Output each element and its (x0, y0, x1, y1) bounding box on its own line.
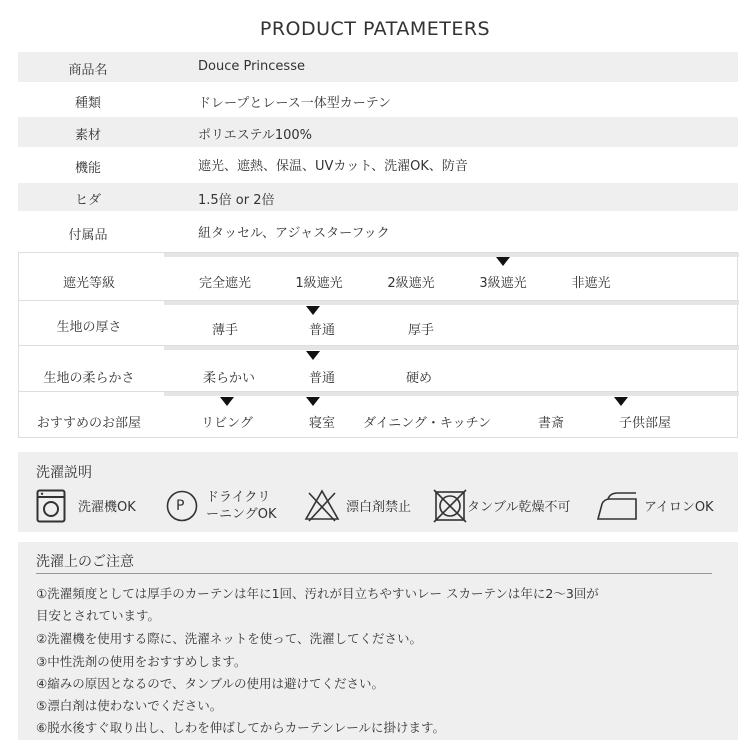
scale-option: 普通 (308, 323, 336, 338)
selected-marker-icon (306, 397, 320, 406)
scale-option: ダイニング・キッチン (362, 416, 492, 431)
selected-marker-icon (220, 397, 234, 406)
scale-label: 遮光等級 (62, 276, 115, 291)
note-line: ④縮みの原因となるので、タンブルの使用は避けてください。 (36, 676, 384, 691)
param-value: 1.5倍 or 2倍 (198, 193, 275, 208)
scale-option: 普通 (308, 371, 336, 386)
param-label: ヒダ (74, 193, 101, 208)
note-line: ⑥脱水後すぐ取り出し、しわを伸ばしてからカーテンレールに掛けます。 (36, 720, 446, 735)
scale-option: 柔らかい (202, 371, 256, 386)
param-label: 種類 (74, 96, 101, 111)
param-label: 商品名 (68, 63, 108, 78)
scale-label: おすすめのお部屋 (36, 416, 142, 431)
param-value: Douce Princesse (198, 59, 305, 74)
note-line: 目安とされています。 (36, 608, 161, 623)
param-label: 機能 (74, 161, 101, 176)
param-value: ポリエステル100% (198, 128, 312, 143)
washing-label: 洗濯機OK (78, 500, 136, 515)
scale-option: 寝室 (308, 416, 336, 431)
dry-cleaning-letter: P (176, 498, 185, 514)
scale-bar (164, 346, 739, 350)
scale-bar (164, 253, 739, 257)
scale-option: 非遮光 (571, 276, 611, 291)
param-row-name (18, 52, 738, 82)
washing-instructions (18, 452, 738, 532)
scale-label: 生地の厚さ (56, 320, 122, 335)
washing-label: ーニングOK (206, 507, 277, 522)
scale-option: 1級遮光 (295, 276, 343, 291)
section-title: 洗濯説明 (36, 465, 92, 481)
washing-label: ドライクリ (206, 490, 271, 505)
no-bleach-icon (304, 488, 340, 522)
param-row-material (18, 117, 738, 147)
scale-option: 厚手 (407, 323, 435, 338)
divider (36, 573, 712, 574)
note-line: ③中性洗剤の使用をおすすめします。 (36, 654, 247, 669)
spec-scale-table (18, 252, 738, 438)
washing-label: タンブル乾燥不可 (467, 500, 571, 515)
selected-marker-icon (306, 351, 320, 360)
washing-label: アイロンOK (644, 500, 714, 515)
scale-option: 子供部屋 (618, 416, 672, 431)
scale-option: 完全遮光 (198, 276, 252, 291)
param-row-accessories (18, 214, 738, 248)
scale-option: リビング (201, 416, 253, 431)
selected-marker-icon (614, 397, 628, 406)
washing-notes (18, 542, 738, 740)
iron-icon (596, 490, 638, 522)
washing-machine-icon (36, 489, 66, 523)
scale-option: 2級遮光 (387, 276, 435, 291)
param-value: ドレープとレース一体型カーテン (198, 96, 392, 111)
scale-option: 3級遮光 (479, 276, 527, 291)
section-title: 洗濯上のご注意 (36, 554, 134, 570)
param-value: 遮光、遮熱、保温、UVカット、洗濯OK、防音 (198, 159, 468, 174)
page-title: PRODUCT PATAMETERS (259, 18, 491, 40)
param-row-function (18, 148, 738, 182)
scale-bar (164, 392, 739, 396)
selected-marker-icon (496, 257, 510, 266)
param-value: 紐タッセル、アジャスターフック (198, 226, 390, 241)
scale-bar (164, 301, 739, 305)
no-tumble-dry-icon (432, 488, 468, 524)
note-line: ①洗濯頻度としては厚手のカーテンは年に1回、汚れが目立ちやすいレー スカーテンは年に2〜3回が (36, 586, 599, 601)
param-row-pleat (18, 183, 738, 211)
scale-option: 書斎 (537, 416, 565, 431)
washing-label: 漂白剤禁止 (346, 500, 412, 515)
param-label: 付属品 (68, 228, 108, 243)
scale-option: 薄手 (211, 323, 239, 338)
note-line: ②洗濯機を使用する際に、洗濯ネットを使って、洗濯してください。 (36, 631, 422, 646)
param-label: 素材 (74, 128, 101, 143)
scale-label: 生地の柔らかさ (43, 371, 135, 386)
selected-marker-icon (306, 306, 320, 315)
note-line: ⑤漂白剤は使わないでください。 (36, 698, 223, 713)
param-row-type (18, 84, 738, 116)
scale-option: 硬め (405, 371, 433, 386)
